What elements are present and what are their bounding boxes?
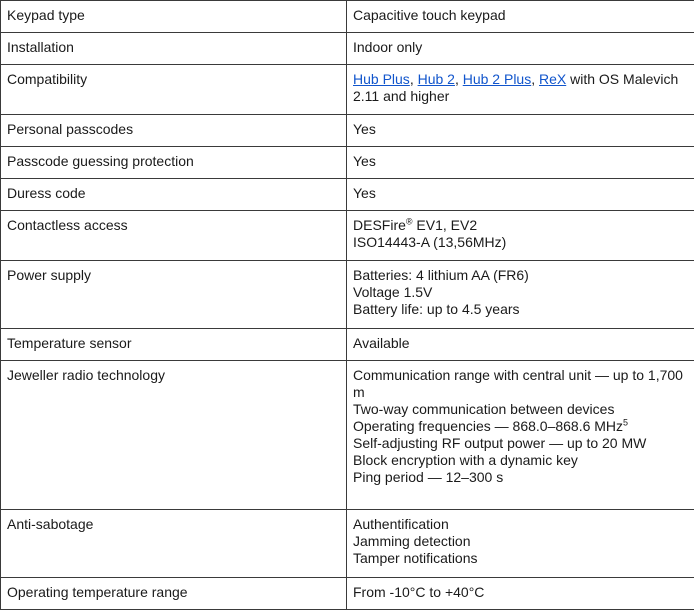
spec-value-contactless bbox=[347, 211, 694, 261]
contactless-line: ISO14443-A (13,56MHz) bbox=[353, 234, 507, 251]
spec-value: Yes bbox=[347, 179, 694, 211]
spec-label: Anti-sabotage bbox=[1, 509, 347, 577]
spec-label: Personal passcodes bbox=[1, 115, 347, 147]
table-row bbox=[1, 33, 694, 65]
jeweller-line: Ping period — 12–300 s bbox=[353, 468, 504, 485]
spec-value-power bbox=[347, 261, 694, 328]
spec-value: Available bbox=[347, 328, 694, 360]
spec-value: Capacitive touch keypad bbox=[347, 1, 694, 33]
separator: , bbox=[409, 71, 418, 88]
frequency-text: Operating frequencies — 868.0–868.6 MHz bbox=[353, 417, 624, 434]
spec-label: Temperature sensor bbox=[1, 328, 347, 360]
table-row bbox=[1, 328, 694, 360]
jeweller-line: Self-adjusting RF output power — up to 20 MW bbox=[353, 434, 647, 451]
rex-link[interactable]: ReX bbox=[539, 71, 567, 88]
contactless-line bbox=[353, 217, 688, 234]
compatibility-suffix: with OS Malevich 2.11 and higher bbox=[353, 71, 679, 105]
spec-label: Compatibility bbox=[1, 65, 347, 115]
table-row bbox=[1, 577, 694, 609]
hub-2-link[interactable]: Hub 2 bbox=[417, 71, 455, 88]
spec-label: Installation bbox=[1, 33, 347, 65]
table-row bbox=[1, 261, 694, 328]
spec-value-antisabotage bbox=[347, 509, 694, 577]
spec-label: Contactless access bbox=[1, 211, 347, 261]
separator: , bbox=[531, 71, 539, 88]
spec-label: Duress code bbox=[1, 179, 347, 211]
jeweller-line: Two-way communication between devices bbox=[353, 400, 615, 417]
antisabotage-line: Authentification bbox=[353, 515, 449, 532]
hub-plus-link[interactable]: Hub Plus bbox=[353, 71, 410, 88]
spec-label: Keypad type bbox=[1, 1, 347, 33]
table-row bbox=[1, 115, 694, 147]
table-row bbox=[1, 147, 694, 179]
spec-label: Power supply bbox=[1, 261, 347, 328]
power-line: Batteries: 4 lithium AA (FR6) bbox=[353, 267, 529, 284]
spec-value-jeweller bbox=[347, 360, 694, 509]
desfire-text: DESFire bbox=[353, 217, 406, 234]
jeweller-line: Communication range with central unit — up to 1,700 m bbox=[353, 366, 683, 400]
jeweller-line bbox=[353, 418, 688, 435]
desfire-versions: EV1, EV2 bbox=[412, 217, 478, 234]
table-row bbox=[1, 65, 694, 115]
table-row bbox=[1, 360, 694, 509]
table-row bbox=[1, 509, 694, 577]
jeweller-line: Block encryption with a dynamic key bbox=[353, 451, 578, 468]
table-row bbox=[1, 179, 694, 211]
spec-value: Yes bbox=[347, 115, 694, 147]
spec-value-compatibility bbox=[347, 65, 694, 115]
spec-value: From -10°C to +40°C bbox=[347, 577, 694, 609]
spec-value: Indoor only bbox=[347, 33, 694, 65]
registered-mark: ® bbox=[405, 216, 413, 227]
power-line: Battery life: up to 4.5 years bbox=[353, 301, 520, 318]
antisabotage-line: Tamper notifications bbox=[353, 549, 478, 566]
power-line: Voltage 1.5V bbox=[353, 284, 433, 301]
hub-2-plus-link[interactable]: Hub 2 Plus bbox=[462, 71, 532, 88]
spec-label: Jeweller radio technology bbox=[1, 360, 347, 509]
table-row bbox=[1, 211, 694, 261]
table-row bbox=[1, 1, 694, 33]
spec-value: Yes bbox=[347, 147, 694, 179]
spec-label: Passcode guessing protection bbox=[1, 147, 347, 179]
footnote-marker: 5 bbox=[623, 416, 629, 427]
separator: , bbox=[454, 71, 463, 88]
spec-label: Operating temperature range bbox=[1, 577, 347, 609]
antisabotage-line: Jamming detection bbox=[353, 532, 471, 549]
